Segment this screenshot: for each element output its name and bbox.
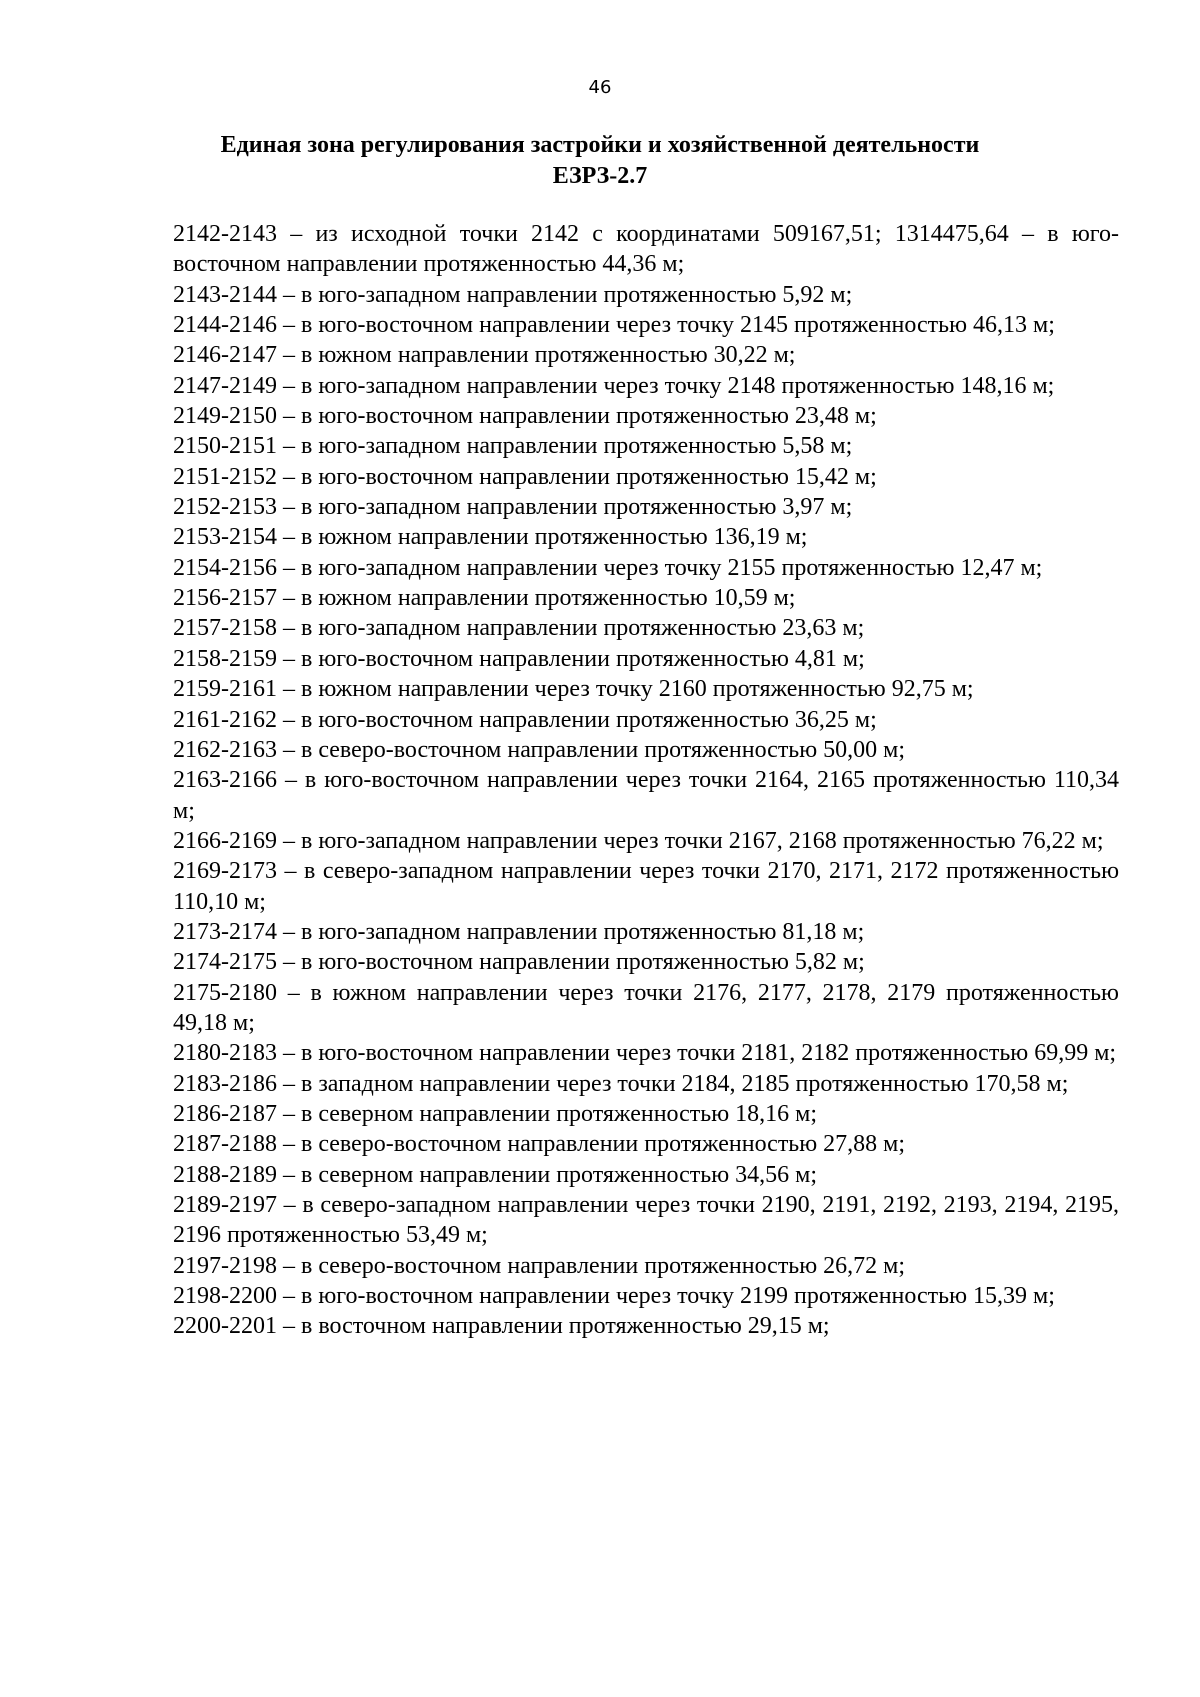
boundary-segment: 2156-2157 – в южном направлении протяженностью 10,59 м; — [173, 585, 796, 612]
boundary-segment: 2174-2175 – в юго-восточном направлении протяженностью 5,82 м; — [173, 949, 865, 976]
boundary-segment: 2154-2156 – в юго-западном направлении через точку 2155 протяженностью 12,47 м; — [173, 554, 1043, 581]
boundary-segment: 2149-2150 – в юго-восточном направлении протяженностью 23,48 м; — [173, 403, 877, 430]
boundary-segment: 2186-2187 – в северном направлении протяженностью 18,16 м; — [173, 1100, 818, 1127]
boundary-segment: 2151-2152 – в юго-восточном направлении протяженностью 15,42 м; — [173, 463, 877, 490]
boundary-segment: 2147-2149 – в юго-западном направлении через точку 2148 протяженностью 148,16 м; — [173, 372, 1055, 399]
boundary-segment: 2159-2161 – в южном направлении через точку 2160 протяженностью 92,75 м; — [173, 676, 974, 703]
boundary-segment: 2198-2200 – в юго-восточном направлении через точку 2199 протяженностью 15,39 м; — [173, 1283, 1055, 1310]
page-title — [0, 130, 1200, 192]
boundary-segment: 2144-2146 – в юго-восточном направлении через точку 2145 протяженностью 46,13 м; — [173, 312, 1055, 339]
boundary-segment: 2153-2154 – в южном направлении протяженностью 136,19 м; — [173, 524, 808, 551]
boundary-segment: 2152-2153 – в юго-западном направлении протяженностью 3,97 м; — [173, 494, 853, 521]
boundary-segment: 2146-2147 – в южном направлении протяженностью 30,22 м; — [173, 342, 796, 369]
boundary-segment: 2169-2173 – в северо-западном направлении через точки 2170, 2171, 2172 протяженностью 110,10 м; — [173, 858, 1119, 915]
boundary-segment: 2187-2188 – в северо-восточном направлении протяженностью 27,88 м; — [173, 1131, 906, 1158]
boundary-segment: 2142-2143 – из исходной точки 2142 с координатами 509167,51; 1314475,64 – в юго-восточном направлении протяженностью 44,36 м; — [173, 221, 1119, 278]
boundary-description — [173, 219, 1119, 1342]
boundary-segment: 2189-2197 – в северо-западном направлении через точки 2190, 2191, 2192, 2193, 2194, 2195, 2196 протяженностью 53,49 м; — [173, 1192, 1119, 1249]
boundary-segment: 2166-2169 – в юго-западном направлении через точки 2167, 2168 протяженностью 76,22 м; — [173, 827, 1104, 854]
boundary-segment: 2180-2183 – в юго-восточном направлении через точки 2181, 2182 протяженностью 69,99 м; — [173, 1040, 1117, 1067]
boundary-segment: 2175-2180 – в южном направлении через точки 2176, 2177, 2178, 2179 протяженностью 49,18 м; — [173, 979, 1119, 1036]
boundary-segment: 2158-2159 – в юго-восточном направлении протяженностью 4,81 м; — [173, 645, 865, 672]
boundary-segment: 2200-2201 – в восточном направлении протяженностью 29,15 м; — [173, 1313, 830, 1340]
boundary-segment: 2163-2166 – в юго-восточном направлении через точки 2164, 2165 протяженностью 110,34 м; — [173, 767, 1119, 824]
boundary-segment: 2150-2151 – в юго-западном направлении протяженностью 5,58 м; — [173, 433, 853, 460]
boundary-segment: 2197-2198 – в северо-восточном направлении протяженностью 26,72 м; — [173, 1252, 906, 1279]
boundary-segment: 2183-2186 – в западном направлении через точки 2184, 2185 протяженностью 170,58 м; — [173, 1070, 1069, 1097]
page-number: 46 — [588, 77, 612, 98]
boundary-segment: 2173-2174 – в юго-западном направлении протяженностью 81,18 м; — [173, 918, 865, 945]
boundary-segment: 2157-2158 – в юго-западном направлении протяженностью 23,63 м; — [173, 615, 865, 642]
boundary-segment: 2188-2189 – в северном направлении протяженностью 34,56 м; — [173, 1161, 818, 1188]
boundary-segment: 2143-2144 – в юго-западном направлении протяженностью 5,92 м; — [173, 281, 853, 308]
page-title-line-2: ЕЗРЗ-2.7 — [552, 163, 648, 189]
page-title-line-1: Единая зона регулирования застройки и хозяйственной деятельности — [220, 132, 980, 158]
boundary-segment: 2161-2162 – в юго-восточном направлении протяженностью 36,25 м; — [173, 706, 877, 733]
boundary-segment: 2162-2163 – в северо-восточном направлении протяженностью 50,00 м; — [173, 736, 906, 763]
